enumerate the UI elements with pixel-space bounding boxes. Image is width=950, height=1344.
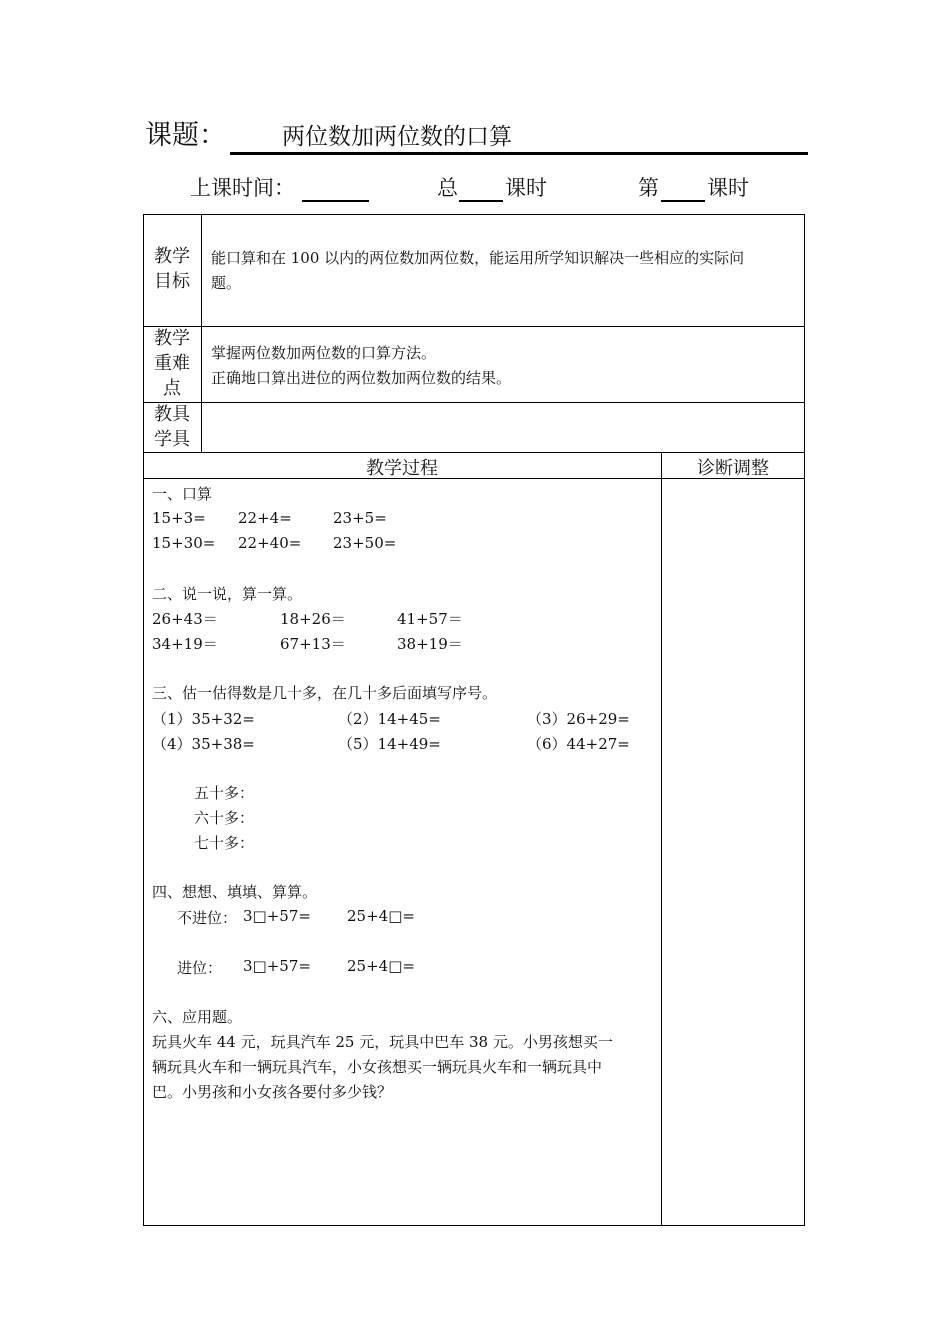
section-3-title: 三、估一估得数是几十多，在几十多后面填写序号。 bbox=[152, 684, 498, 702]
label-column-divider bbox=[201, 214, 202, 452]
section-6-title: 六、应用题。 bbox=[152, 1008, 243, 1026]
problem: 25+4□= bbox=[347, 907, 415, 925]
nth-suffix: 课时 bbox=[707, 176, 749, 200]
problem: 3□+57= bbox=[243, 957, 311, 975]
row-divider bbox=[143, 326, 805, 327]
problem: 26+43＝ bbox=[152, 610, 218, 628]
goal-text: 能口算和在 100 以内的两位数加两位数，能运用所学知识解决一些相应的实际问 题。 bbox=[211, 249, 745, 292]
word-problem-line: 巴。小男孩和小女孩各要付多少钱？ bbox=[152, 1083, 393, 1101]
process-column-divider bbox=[661, 452, 662, 1226]
key-points-label: 教学 重难 点 bbox=[154, 328, 190, 399]
estimate-fill-line: 六十多： bbox=[194, 809, 255, 827]
problem: 23+50= bbox=[333, 534, 397, 552]
problem: 22+40= bbox=[238, 534, 302, 552]
nth-blank[interactable] bbox=[661, 200, 705, 202]
problem: 15+30= bbox=[152, 534, 216, 552]
problem: （2）14+45= bbox=[338, 710, 441, 728]
carry-label: 进位： bbox=[177, 959, 223, 977]
problem: 25+4□= bbox=[347, 957, 415, 975]
key-points-text: 掌握两位数加两位数的口算方法。 正确地口算出进位的两位数加两位数的结果。 bbox=[211, 344, 512, 387]
class-time-blank[interactable] bbox=[302, 200, 369, 202]
problem: 67+13＝ bbox=[280, 635, 346, 653]
problem: 18+26＝ bbox=[280, 610, 346, 628]
word-problem-line: 玩具火车 44 元，玩具汽车 25 元，玩具中巴车 38 元。小男孩想买一 bbox=[152, 1033, 613, 1051]
total-prefix: 总 bbox=[437, 176, 458, 200]
problem: 41+57＝ bbox=[397, 610, 463, 628]
tools-label: 教具 学具 bbox=[154, 404, 190, 450]
problem: （3）26+29= bbox=[527, 710, 630, 728]
problem: （6）44+27= bbox=[527, 735, 630, 753]
section-4-title: 四、想想、填填、算算。 bbox=[152, 883, 318, 901]
total-suffix: 课时 bbox=[505, 176, 547, 200]
problem: 34+19＝ bbox=[152, 635, 218, 653]
class-time-label: 上课时间： bbox=[190, 176, 295, 200]
goal-label: 教学 目标 bbox=[154, 246, 190, 292]
problem: 22+4= bbox=[238, 509, 292, 527]
row-divider bbox=[143, 452, 805, 453]
title-underline bbox=[230, 152, 808, 155]
problem: （1）35+32= bbox=[152, 710, 255, 728]
lesson-title: 两位数加两位数的口算 bbox=[282, 124, 512, 150]
no-carry-label: 不进位： bbox=[177, 909, 238, 927]
problem: 38+19＝ bbox=[397, 635, 463, 653]
total-blank[interactable] bbox=[459, 200, 503, 202]
row-divider bbox=[143, 402, 805, 403]
nth-prefix: 第 bbox=[638, 176, 659, 200]
problem: （5）14+49= bbox=[338, 735, 441, 753]
process-header: 教学过程 bbox=[366, 458, 438, 479]
section-1-title: 一、口算 bbox=[152, 485, 213, 503]
problem: 23+5= bbox=[333, 509, 387, 527]
problem: （4）35+38= bbox=[152, 735, 255, 753]
problem: 3□+57= bbox=[243, 907, 311, 925]
section-2-title: 二、说一说，算一算。 bbox=[152, 585, 303, 603]
word-problem-line: 辆玩具火车和一辆玩具汽车，小女孩想买一辆玩具火车和一辆玩具中 bbox=[152, 1058, 603, 1076]
diagnosis-header: 诊断调整 bbox=[697, 458, 769, 479]
estimate-fill-line: 五十多： bbox=[194, 784, 255, 802]
title-label: 课题： bbox=[145, 120, 226, 151]
problem: 15+3= bbox=[152, 509, 206, 527]
estimate-fill-line: 七十多： bbox=[194, 834, 255, 852]
